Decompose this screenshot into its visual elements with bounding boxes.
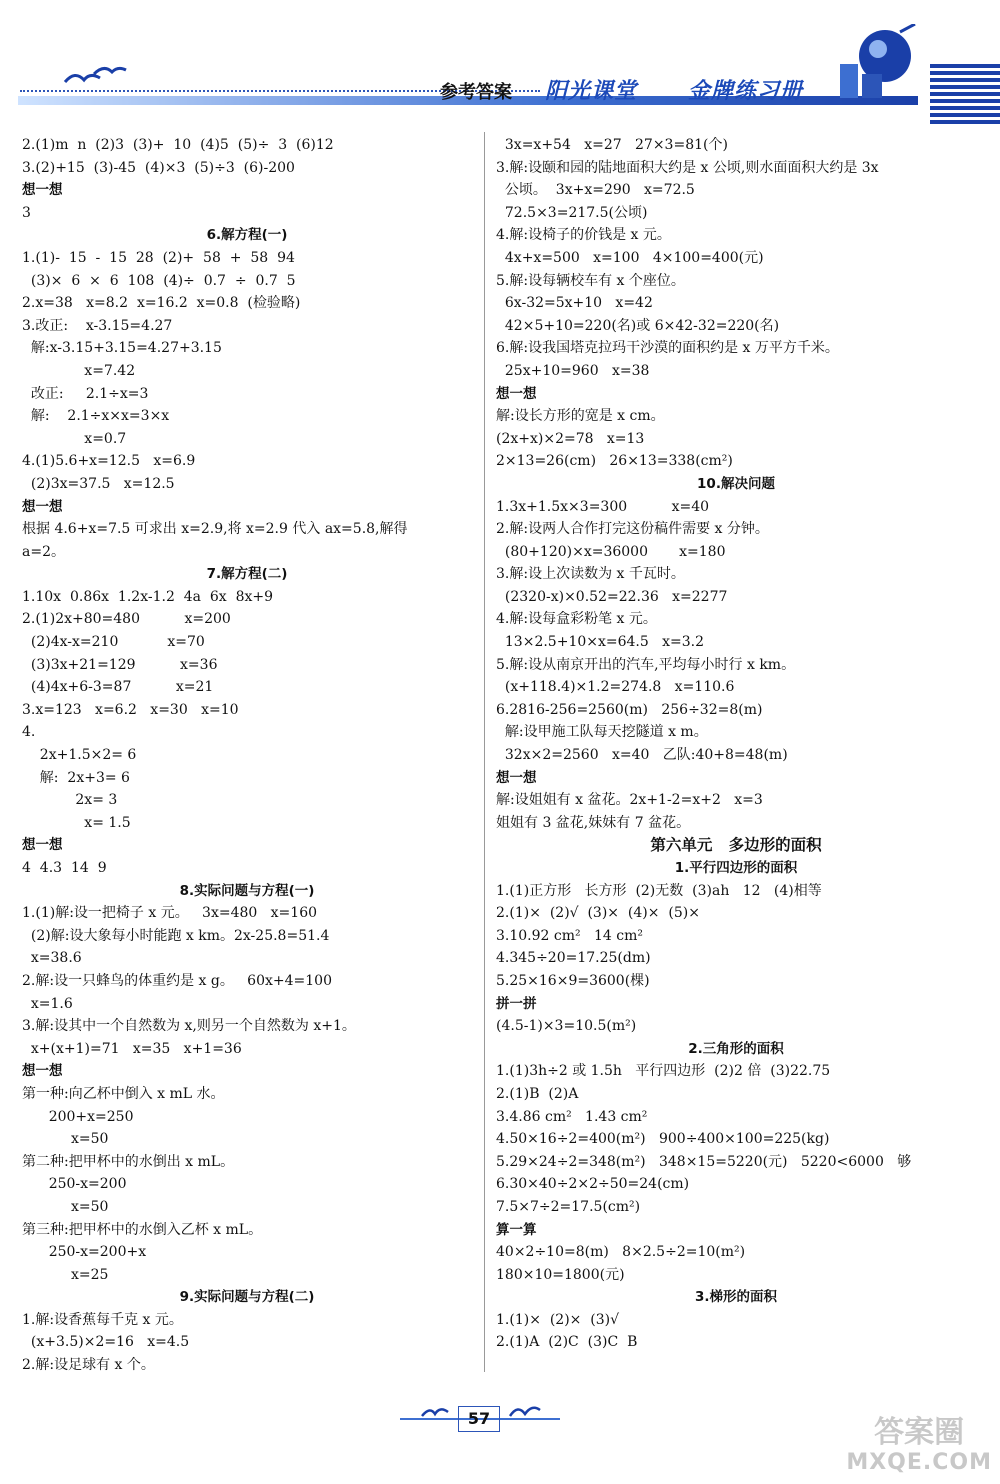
answer-line: (3)× 6 × 6 108 (4)÷ 0.7 ÷ 0.7 5 [22,272,296,289]
page-number: 57 [458,1406,500,1432]
answer-line: (2320-x)×0.52=22.36 x=2277 [496,588,728,605]
answer-line: 2.解:设足球有 x 个。 [22,1357,155,1374]
answer-line: 1.3x+1.5x×3=300 x=40 [496,498,710,515]
answer-line: x=50 [22,1131,109,1148]
answer-line: 5.29×24÷2=348(m²) 348×15=5220(元) 5220<6000 够 [496,1153,912,1170]
answer-line: 72.5×3=217.5(公顷) [496,204,648,221]
watermark-top: 答案圈 [874,1415,965,1450]
answer-line: 5.解:设每辆校车有 x 个座位。 [496,272,685,289]
answer-line: 4. [22,724,36,741]
answer-line: 6x-32=5x+10 x=42 [496,295,653,312]
bird-icon [420,1404,450,1424]
answer-line: 4.345÷20=17.25(dm) [496,950,651,967]
answer-line: 6.解:设我国塔克拉玛干沙漠的面积约是 x 万平方千米。 [496,340,839,357]
section-heading: 3.梯形的面积 [694,1289,778,1306]
answer-line: 第一种:向乙杯中倒入 x mL 水。 [22,1085,225,1102]
left-column [22,134,472,1377]
answer-line: 第二种:把甲杯中的水倒出 x mL。 [22,1153,235,1170]
header-side-bars [930,64,1000,134]
answer-line: 3x=x+54 x=27 27×3=81(个) [496,137,728,153]
subheading: 拼一拼 [496,995,537,1012]
answer-line: 3.改正: x-3.15=4.27 [22,317,173,334]
answer-line: 第三种:把甲杯中的水倒入乙杯 x mL。 [22,1221,263,1238]
answer-line: 解: 2x+3= 6 [22,769,130,786]
answer-line: 姐姐有 3 盆花,妹妹有 7 盆花。 [496,814,691,831]
answer-line: 180×10=1800(元) [496,1266,625,1283]
answer-line: 1.(1)正方形 长方形 (2)无数 (3)ah 12 (4)相等 [496,882,822,899]
answer-line: 250-x=200 [22,1176,127,1193]
answer-line: 25x+10=960 x=38 [496,362,650,379]
answer-line: (2)解:设大象每小时能跑 x km。2x-25.8=51.4 [22,927,330,944]
section-heading: 2.三角形的面积 [688,1040,784,1057]
section-heading: 9.实际问题与方程(二) [179,1289,315,1306]
answer-line: 4.解:设每盒彩粉笔 x 元。 [496,611,657,628]
answer-line: 2.(1)m n (2)3 (3)+ 10 (4)5 (5)÷ 3 (6)12 [22,137,334,153]
answer-line: 42×5+10=220(名)或 6×42-32=220(名) [496,317,780,334]
watermark-bottom: MXQE.COM [846,1450,992,1475]
subheading: 算一算 [496,1221,537,1238]
answer-line: 3.解:设上次读数为 x 千瓦时。 [496,566,685,583]
answer-line: x= 1.5 [22,814,131,831]
answer-line: (2x+x)×2=78 x=13 [496,430,645,447]
watermark [846,1415,992,1478]
answer-line: 根据 4.6+x=7.5 可求出 x=2.9,将 x=2.9 代入 ax=5.8,解得 [22,521,408,538]
answer-line: 4.50×16÷2=400(m²) 900÷400×100=225(kg) [496,1131,830,1148]
answer-line: 4 4.3 14 9 [22,860,107,876]
answer-line: (x+3.5)×2=16 x=4.5 [22,1334,190,1351]
answer-line: 1.10x 0.86x 1.2x-1.2 4a 6x 8x+9 [22,588,274,605]
answer-line: 1.解:设香蕉每千克 x 元。 [22,1311,183,1328]
answer-line: 改正: 2.1÷x=3 [22,385,149,402]
answer-line: 公顷。 3x+x=290 x=72.5 [496,182,695,199]
section-heading: 6.解方程(一) [206,227,288,244]
answer-line: 4.(1)5.6+x=12.5 x=6.9 [22,453,196,470]
answer-line: 250-x=200+x [22,1244,147,1261]
section-heading: 10.解决问题 [697,475,775,492]
page-footer [400,1398,600,1438]
subheading: 想一想 [22,182,63,199]
answer-line: 解: 2.1÷x×x=3×x [22,408,170,425]
answer-line: 40×2÷10=8(m) 8×2.5÷2=10(m²) [496,1244,746,1261]
answer-line: x=0.7 [22,430,127,447]
answer-line: 2.解:设两人合作打完这份稿件需要 x 分钟。 [496,521,769,538]
answer-line: 6.2816-256=2560(m) 256÷32=8(m) [496,701,763,718]
answer-line: x+(x+1)=71 x=35 x+1=36 [22,1040,242,1057]
answer-line: x=25 [22,1266,109,1283]
unit-heading: 第六单元 多边形的面积 [650,836,822,855]
subheading: 想一想 [496,385,537,402]
answer-line: 5.解:设从南京开出的汽车,平均每小时行 x km。 [496,656,796,673]
header-label: 参考答案 [440,82,512,103]
answer-line: 2x+1.5×2= 6 [22,747,137,764]
section-heading: 7.解方程(二) [206,566,288,583]
column-divider [484,132,485,1372]
answer-line: 13×2.5+10×x=64.5 x=3.2 [496,634,705,651]
answer-line: 5.25×16×9=3600(棵) [496,972,650,989]
answer-line: (2)3x=37.5 x=12.5 [22,475,175,492]
globe-icon [830,24,920,104]
section-heading: 8.实际问题与方程(一) [179,882,315,899]
answer-line: 解:设姐姐有 x 盆花。2x+1-2=x+2 x=3 [496,792,763,809]
subheading: 想一想 [496,769,537,786]
answer-line: 1.(1)- 15 - 15 28 (2)+ 58 + 58 94 [22,249,295,266]
answer-line: 2.(1)× (2)√ (3)× (4)× (5)× [496,905,700,922]
answer-line: (80+120)×x=36000 x=180 [496,543,726,560]
subheading: 想一想 [22,1063,63,1080]
answer-line: 1.(1)× (2)× (3)√ [496,1311,620,1328]
answer-line: 1.(1)3h÷2 或 1.5h 平行四边形 (2)2 倍 (3)22.75 [496,1063,831,1080]
answer-line: 3 [22,204,31,221]
answer-line: (x+118.4)×1.2=274.8 x=110.6 [496,679,735,696]
section-heading: 1.平行四边形的面积 [674,860,798,876]
right-column [496,134,976,1354]
answer-line: 6.30×40÷2×2÷50=24(cm) [496,1176,690,1193]
birds-icon [60,62,130,92]
answer-line: 3.x=123 x=6.2 x=30 x=10 [22,701,239,718]
answer-line: 3.解:设颐和园的陆地面积大约是 x 公顷,则水面面积大约是 3x [496,159,879,176]
answer-line: x=50 [22,1198,109,1215]
answer-line: 3.4.86 cm² 1.43 cm² [496,1108,648,1125]
subheading: 想一想 [22,837,63,854]
answer-line: 4x+x=500 x=100 4×100=400(元) [496,249,764,266]
answer-line: 4.解:设椅子的价钱是 x 元。 [496,227,671,244]
answer-line: (4.5-1)×3=10.5(m²) [496,1018,637,1035]
bird-icon [508,1402,542,1424]
answer-line: 2.(1)A (2)C (3)C B [496,1334,638,1351]
answer-line: 2.(1)2x+80=480 x=200 [22,611,231,628]
answer-line: 2.解:设一只蜂鸟的体重约是 x g。 60x+4=100 [22,972,332,989]
answer-line: 7.5×7÷2=17.5(cm²) [496,1198,641,1215]
answer-line: 2.(1)B (2)A [496,1085,579,1102]
answer-line: 2x= 3 [22,792,118,809]
subheading: 想一想 [22,498,63,515]
answer-line: 解:设甲施工队每天挖隧道 x m。 [496,724,708,741]
answer-line: 3.解:设其中一个自然数为 x,则另一个自然数为 x+1。 [22,1018,356,1035]
answer-line: 32x×2=2560 x=40 乙队:40+8=48(m) [496,747,788,764]
answer-line: 200+x=250 [22,1108,134,1125]
answer-line: x=1.6 [22,995,73,1012]
answer-line: 解:x-3.15+3.15=4.27+3.15 [22,340,222,357]
answer-line: (3)3x+21=129 x=36 [22,656,218,673]
answer-line: x=7.42 [22,362,136,379]
header-brand-a: 阳光课堂 [545,79,638,104]
answer-line: 2×13=26(cm) 26×13=338(cm²) [496,453,733,470]
answer-line: 2.x=38 x=8.2 x=16.2 x=0.8 (检验略) [22,295,301,312]
answer-line: 3.(2)+15 (3)-45 (4)×3 (5)÷3 (6)-200 [22,159,295,176]
page-header [0,0,1000,140]
answer-line: 3.10.92 cm² 14 cm² [496,927,643,944]
answer-line: 1.(1)解:设一把椅子 x 元。 3x=480 x=160 [22,905,318,922]
answer-line: x=38.6 [22,950,82,967]
answer-line: a=2。 [22,543,65,560]
answer-line: (2)4x-x=210 x=70 [22,634,205,651]
answer-line: (4)4x+6-3=87 x=21 [22,679,214,696]
answer-line: 解:设长方形的宽是 x cm。 [496,408,665,425]
header-brand-b: 金牌练习册 [688,79,804,104]
